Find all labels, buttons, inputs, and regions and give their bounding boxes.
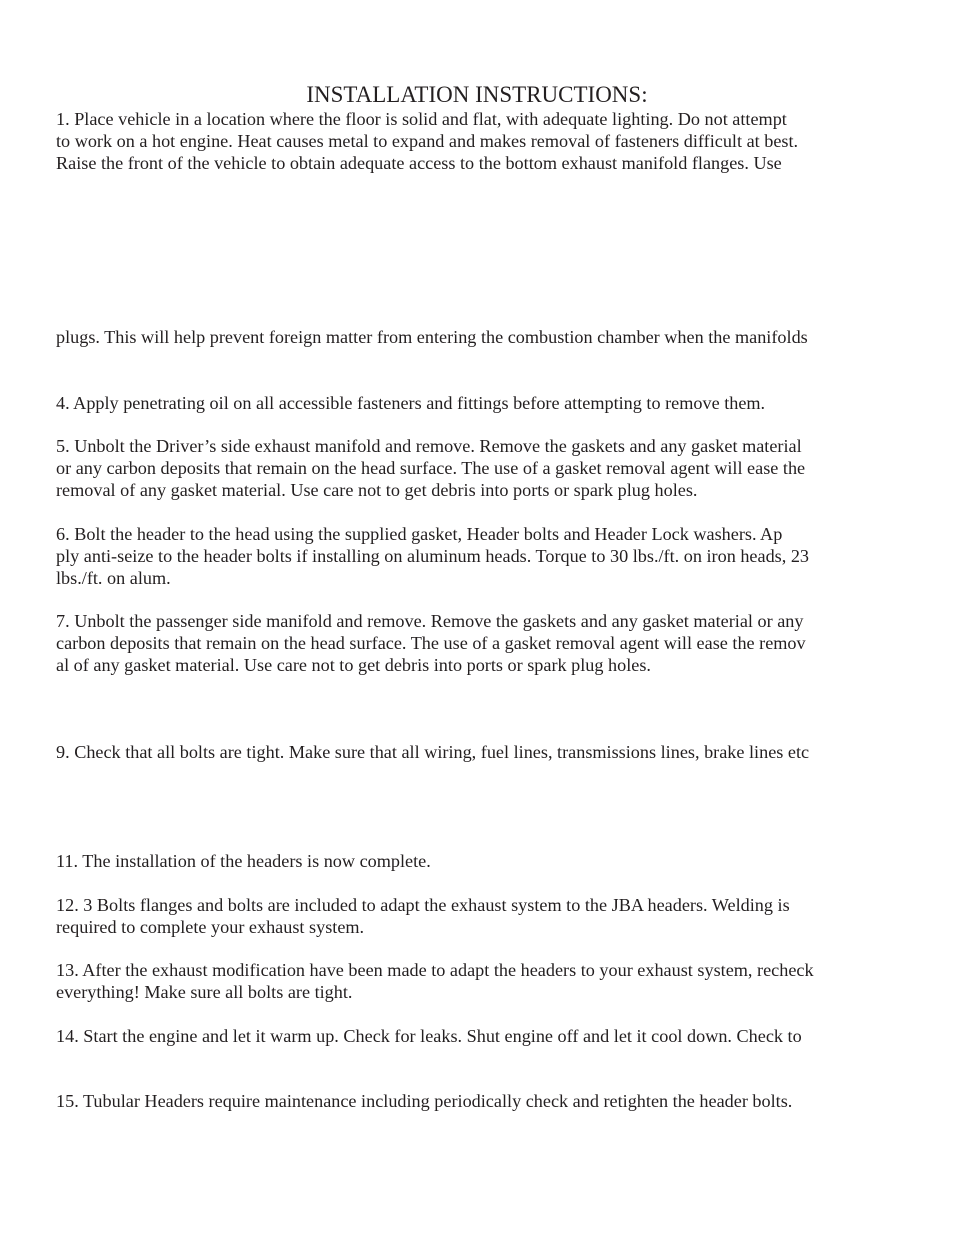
page-title: INSTALLATION INSTRUCTIONS:: [306, 82, 648, 107]
text-line: 1. Place vehicle in a location where the floor is solid and flat, with adequate lighting. Do not attempt: [56, 109, 787, 129]
text-line: removal of any gasket material. Use care not to get debris into ports or spark plug holes.: [56, 480, 698, 500]
text-line: carbon deposits that remain on the head surface. The use of a gasket removal agent will ease the remov: [56, 633, 806, 653]
text-line: required to complete your exhaust system.: [56, 917, 365, 937]
text-line: to work on a hot engine. Heat causes metal to expand and makes removal of fasteners difficult at best.: [56, 131, 799, 151]
text-line: 12. 3 Bolts flanges and bolts are included to adapt the exhaust system to the JBA headers. Welding is: [56, 895, 790, 915]
text-line: 14. Start the engine and let it warm up. Check for leaks. Shut engine off and let it cool down. Check to: [56, 1026, 802, 1046]
text-line: or any carbon deposits that remain on the head surface. The use of a gasket removal agent will ease the: [56, 458, 806, 478]
text-line: lbs./ft. on alum.: [56, 568, 171, 588]
text-line: 9. Check that all bolts are tight. Make sure that all wiring, fuel lines, transmissions lines, brake lines etc: [56, 742, 810, 762]
text-line: ply anti-seize to the header bolts if installing on aluminum heads. Torque to 30 lbs./ft. on iron heads, 23: [56, 546, 810, 566]
text-line: 11. The installation of the headers is now complete.: [56, 851, 431, 871]
text-line: 5. Unbolt the Driver’s side exhaust manifold and remove. Remove the gaskets and any gasket material: [56, 436, 802, 456]
text-line: plugs. This will help prevent foreign matter from entering the combustion chamber when the manifolds: [56, 327, 808, 347]
text-line: 6. Bolt the header to the head using the supplied gasket, Header bolts and Header Lock washers. Ap: [56, 524, 783, 544]
text-line: 15. Tubular Headers require maintenance including periodically check and retighten the header bolts.: [56, 1091, 793, 1111]
text-line: 7. Unbolt the passenger side manifold and remove. Remove the gaskets and any gasket material or any: [56, 611, 804, 631]
text-line: everything! Make sure all bolts are tight.: [56, 982, 353, 1002]
text-line: Raise the front of the vehicle to obtain adequate access to the bottom exhaust manifold flanges. Use: [56, 153, 782, 173]
text-line: al of any gasket material. Use care not to get debris into ports or spark plug holes.: [56, 655, 651, 675]
text-line: 13. After the exhaust modification have been made to adapt the headers to your exhaust system, recheck: [56, 960, 814, 980]
text-line: 4. Apply penetrating oil on all accessible fasteners and fittings before attempting to remove them.: [56, 393, 766, 413]
